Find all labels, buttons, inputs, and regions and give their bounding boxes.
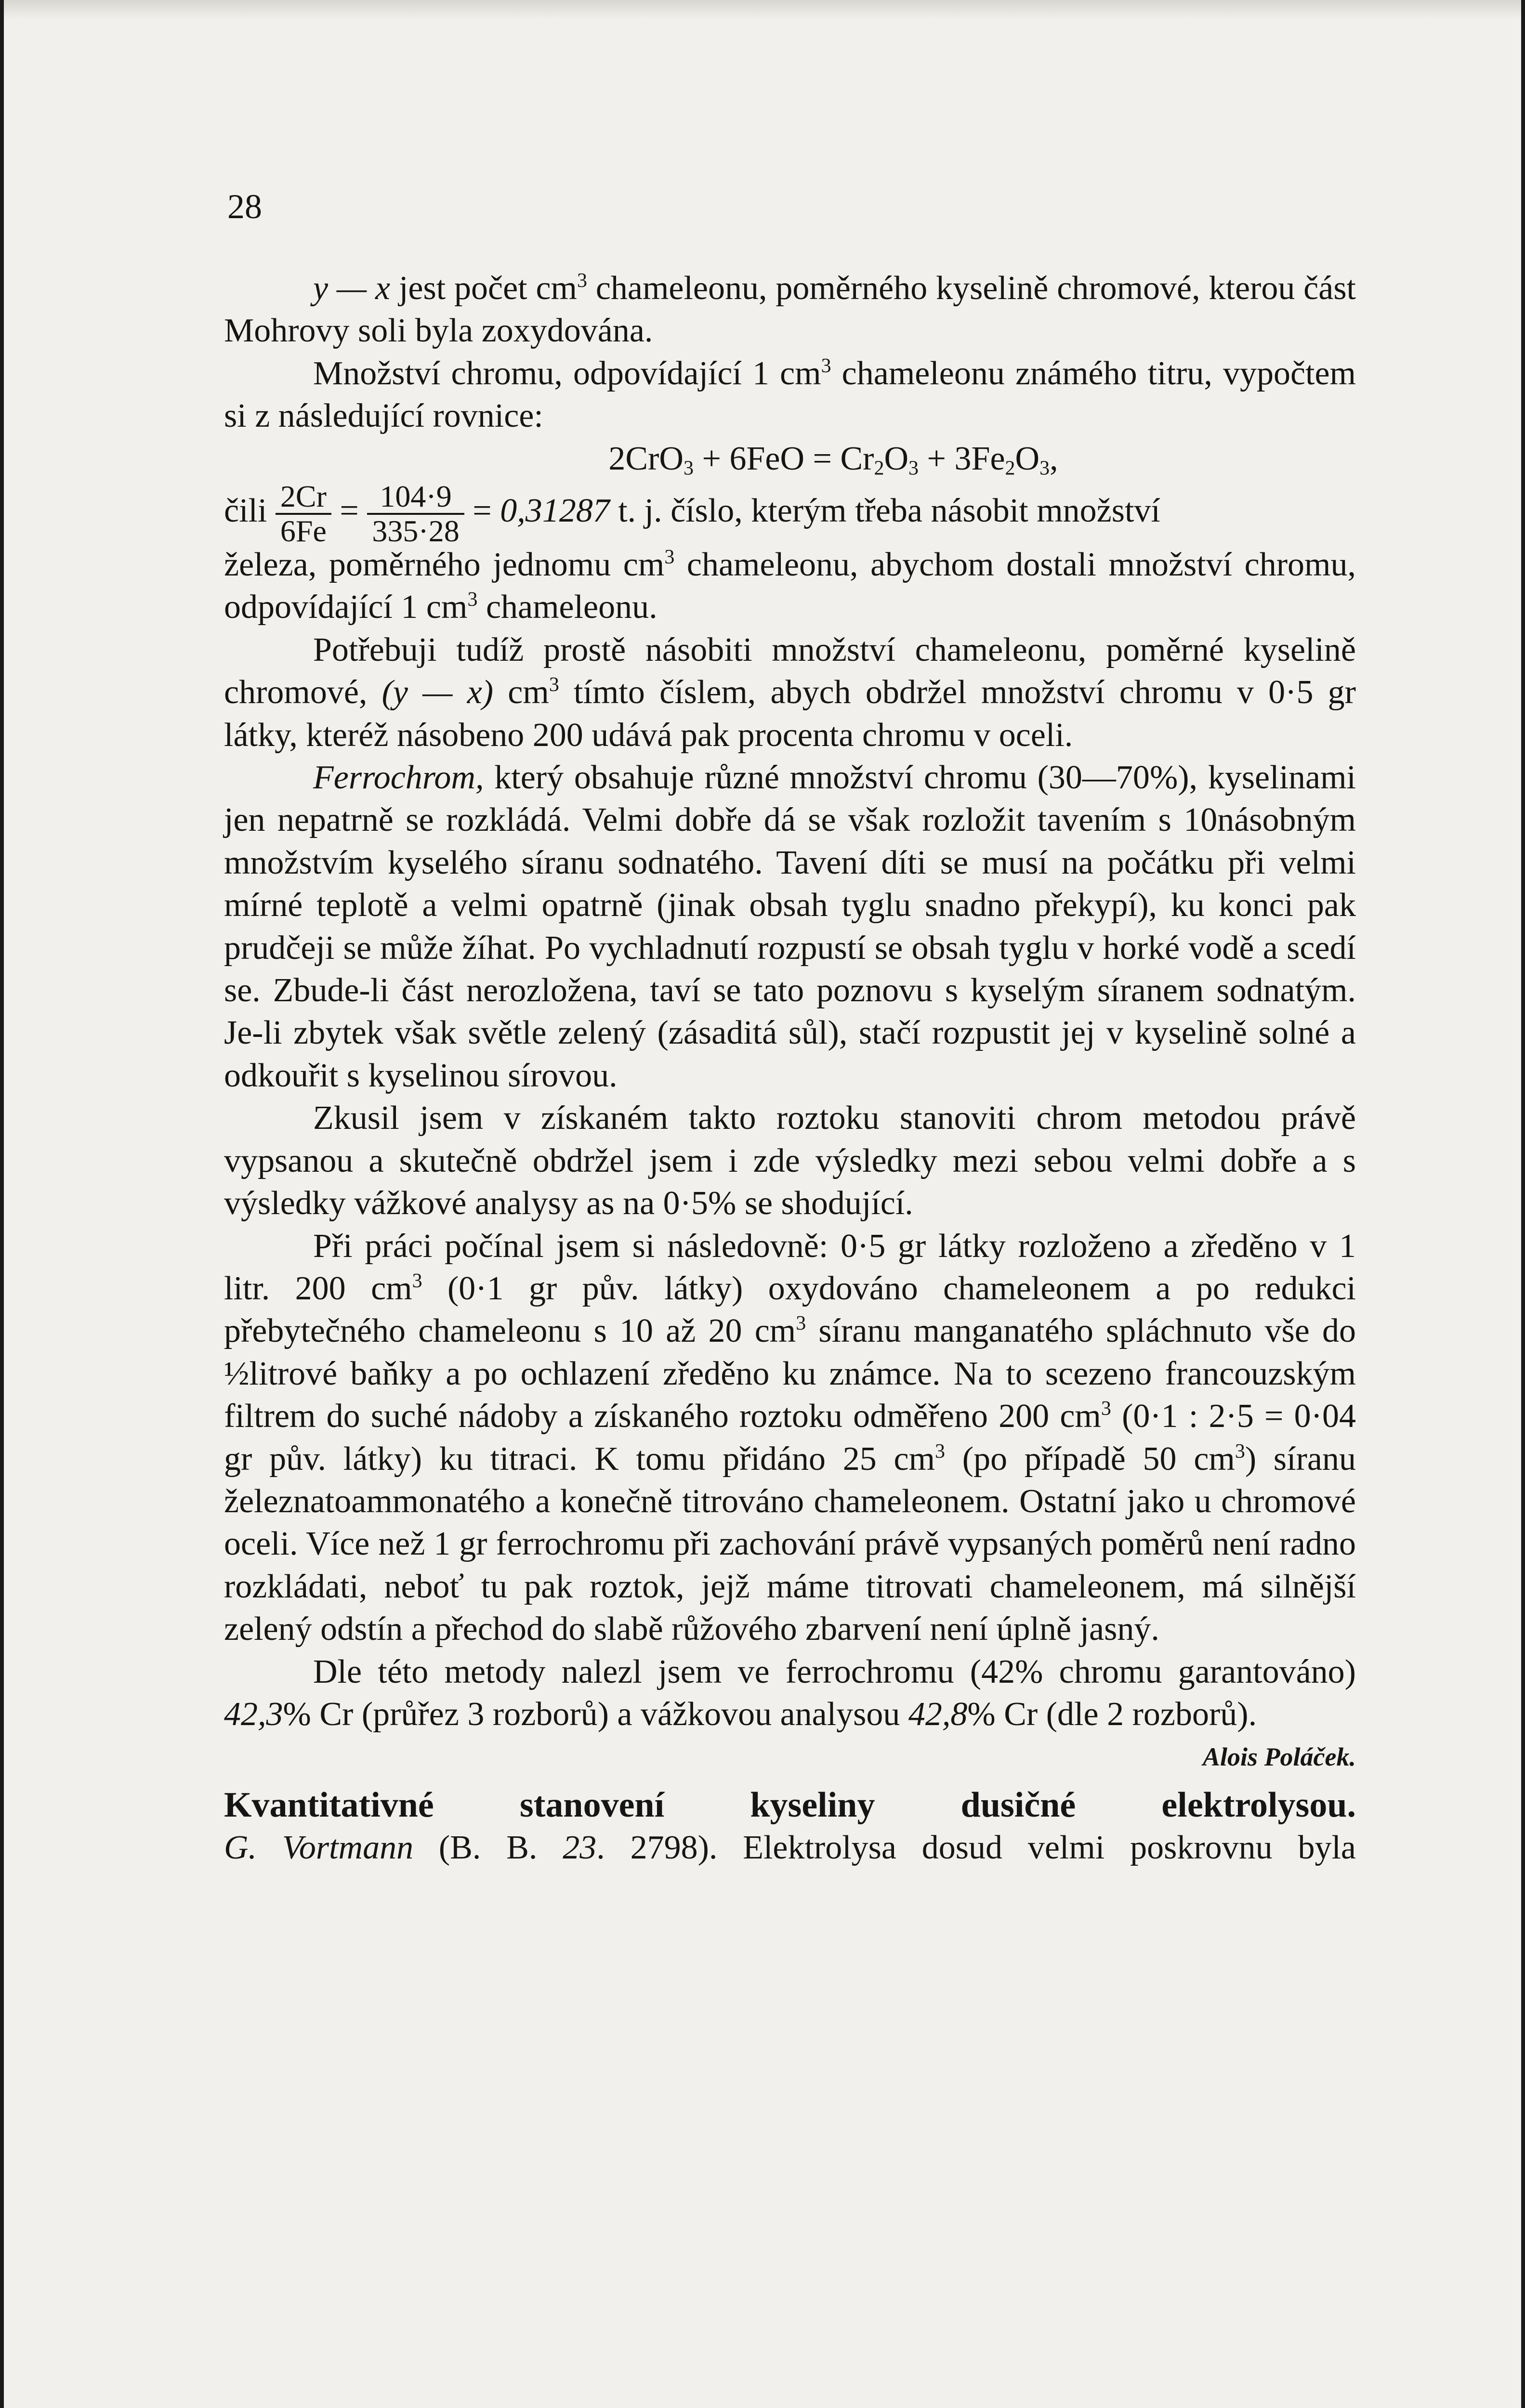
paragraph-4 <box>224 629 1356 757</box>
variable-y-x: (y — x) <box>381 674 494 711</box>
paragraph-3 <box>224 544 1356 629</box>
equation-redox <box>224 438 1356 480</box>
text: litrové baňky a po ochlazení zředěno ku známce. Na to scezeno francouzským filtrem do suché nádoby a získaného roztoku odměřeno 200 cm <box>224 1355 1356 1435</box>
variable-y-x: y — x <box>313 270 391 307</box>
half-fraction: ½ <box>224 1355 250 1392</box>
text: (po případě 50 cm <box>945 1440 1235 1478</box>
text: cm <box>493 674 549 711</box>
author-name: G. Vortmann <box>224 1829 414 1866</box>
superscript: 3 <box>1101 1397 1111 1420</box>
equals-sign: = <box>331 492 368 530</box>
page-number: 28 <box>227 187 262 226</box>
text: chameleonu známého titru, vypočtem si z následující rovnice: <box>224 354 1356 435</box>
text: čili <box>224 492 276 530</box>
superscript: 3 <box>664 546 675 568</box>
text: železa, poměrného jednomu cm <box>224 546 665 584</box>
scan-top-shadow <box>0 0 1525 19</box>
superscript: 3 <box>549 674 559 696</box>
eq-part: 2CrO <box>608 440 684 477</box>
eq-part: O <box>884 440 909 477</box>
fraction-denominator: 6Fe <box>280 514 327 549</box>
equation-ratio <box>224 479 1356 549</box>
text: . 2798). Elektrolysa dosud velmi poskrovnu byla <box>596 1829 1356 1866</box>
text: (0·1 gr pův. látky) oxydováno chameleonem a po redukci přebytečného chameleonu s 10 až 20 cm <box>224 1269 1356 1350</box>
text: t. j. číslo, kterým třeba násobit množství <box>609 492 1160 530</box>
author-signature: Alois Poláček. <box>1203 1742 1356 1772</box>
scan-left-edge <box>0 0 4 2408</box>
text: síranu manganatého spláchnuto vše do <box>806 1312 1356 1350</box>
term-ferrochrom: Ferrochrom, <box>313 759 484 797</box>
superscript: 3 <box>577 269 587 292</box>
superscript: 3 <box>467 589 478 611</box>
percent-sign: % <box>1149 759 1178 797</box>
superscript: 3 <box>935 1440 946 1463</box>
scan-right-edge <box>1521 0 1525 2408</box>
section-first-line <box>224 1827 1356 1869</box>
text: Zkusil jsem v získaném takto roztoku stanoviti chrom metodou právě vypsanou a skutečně obdržel jsem i zde výsledky mezi sebou velmi dobře a s výsledky vážkové analysy as na 0·5 <box>224 1099 1356 1222</box>
paragraph-8 <box>224 1651 1356 1772</box>
fraction-numerator: 2Cr <box>276 480 331 515</box>
subscript: 2 <box>1005 457 1015 480</box>
eq-part: + 6FeO = Cr <box>693 440 874 477</box>
superscript: 3 <box>1235 1440 1245 1463</box>
percent-sign: % <box>708 1185 736 1222</box>
text: jest počet cm <box>390 270 577 307</box>
text: kterou část Mohrovy soli byla zoxydována. <box>224 270 1356 350</box>
fraction-denominator: 335·28 <box>372 514 460 549</box>
fraction-numerator: 104·9 <box>367 480 464 515</box>
body-text <box>224 267 1356 1869</box>
subscript: 3 <box>1039 457 1050 480</box>
section-heading: Kvantitativné stanovení kyseliny dusičné elektrolysou. <box>224 1785 1356 1825</box>
superscript: 3 <box>821 354 831 377</box>
result-value: 42,8 <box>908 1695 968 1733</box>
equals-sign: = <box>464 492 500 530</box>
superscript: 3 <box>796 1312 806 1335</box>
fraction-cr-fe <box>276 480 331 548</box>
eq-part: O <box>1015 440 1040 477</box>
text: Množství chromu, odpovídající 1 cm <box>313 354 821 392</box>
text: chameleonu, poměrného kyselině chromové, <box>587 270 1200 307</box>
text: ) síranu železnatoammonatého a konečně titrováno chameleonem. Ostatní jako u chromové oceli. Více než 1 gr ferrochromu při zachování právě vypsaných poměrů není radno rozkládati, neboť tu pak roztok, jejž máme titrovati chameleonem, má silnější zelený odstín a přechod do slabě růžového zbarvení není úplně jasný. <box>224 1440 1356 1648</box>
paragraph-1 <box>224 267 1356 353</box>
paragraph-7 <box>224 1225 1356 1651</box>
text: se shodující. <box>736 1185 913 1222</box>
percent-sign: % <box>1015 1653 1043 1690</box>
eq-part: , <box>1050 440 1058 477</box>
eq-part: + 3Fe <box>919 440 1005 477</box>
paragraph-2 <box>224 353 1356 438</box>
text: chameleonu. <box>477 589 657 626</box>
text: (0·1 : 2·5 = 0·04 gr pův. látky) ku titraci. K tomu přidáno 25 cm <box>224 1398 1356 1478</box>
ratio-value: 0,31287 <box>500 492 610 530</box>
text: chromu garantováno) <box>1043 1653 1356 1690</box>
percent-sign: % <box>967 1695 996 1733</box>
text: Dle této metody nalezl jsem ve ferrochromu (42 <box>313 1653 1015 1690</box>
fraction-weights <box>367 480 464 548</box>
paragraph-6 <box>224 1097 1356 1225</box>
text: Potřebuji tudíž prostě násobiti množství chameleonu, poměrné kyselině chromové, <box>224 631 1356 711</box>
subscript: 3 <box>908 457 919 480</box>
text: Při práci počínal jsem si následovně: 0·5 gr látky rozloženo a zředěno v 1 litr. 200 cm <box>224 1227 1356 1307</box>
subscript: 3 <box>683 457 694 480</box>
text: chameleonu, abychom dostali množství chromu, odpovídající 1 cm <box>224 546 1356 626</box>
superscript: 3 <box>412 1269 422 1292</box>
text: Cr (průřez 3 rozborů) a vážkovou analysou <box>311 1695 908 1733</box>
text: který obsahuje různé množství chromu (30—70 <box>484 759 1150 797</box>
percent-sign: % <box>283 1695 311 1733</box>
volume-number: 23 <box>563 1829 597 1866</box>
text: Cr (dle 2 rozborů). <box>995 1695 1257 1733</box>
text: ), kyselinami jen nepatrně se rozkládá. Velmi dobře dá se však rozložit tavením s 10násobným množstvím kyselého síranu sodnatého. Tavení díti se musí na počátku při velmi mírné teplotě a velmi opatrně (jinak obsah tyglu snadno překypí), ku konci pak prudčeji se může žíhat. Po vychladnutí rozpustí se obsah tyglu v horké vodě a scedí se. Zbude-li část nerozložena, taví se tato poznovu s kyselým síranem sodnatým. Je-li zbytek však světle zelený (zásaditá sůl), stačí rozpustit jej v kyselině solné a odkouřit s kyselinou sírovou. <box>224 759 1356 1094</box>
paragraph-5 <box>224 757 1356 1097</box>
result-value: 42,3 <box>224 1695 283 1733</box>
text: (B. B. <box>413 1829 563 1866</box>
text: tímto číslem, abych obdržel množství chromu v 0·5 gr látky, kteréž násobeno 200 udává pak procenta chromu v oceli. <box>224 674 1356 754</box>
subscript: 2 <box>874 457 884 480</box>
